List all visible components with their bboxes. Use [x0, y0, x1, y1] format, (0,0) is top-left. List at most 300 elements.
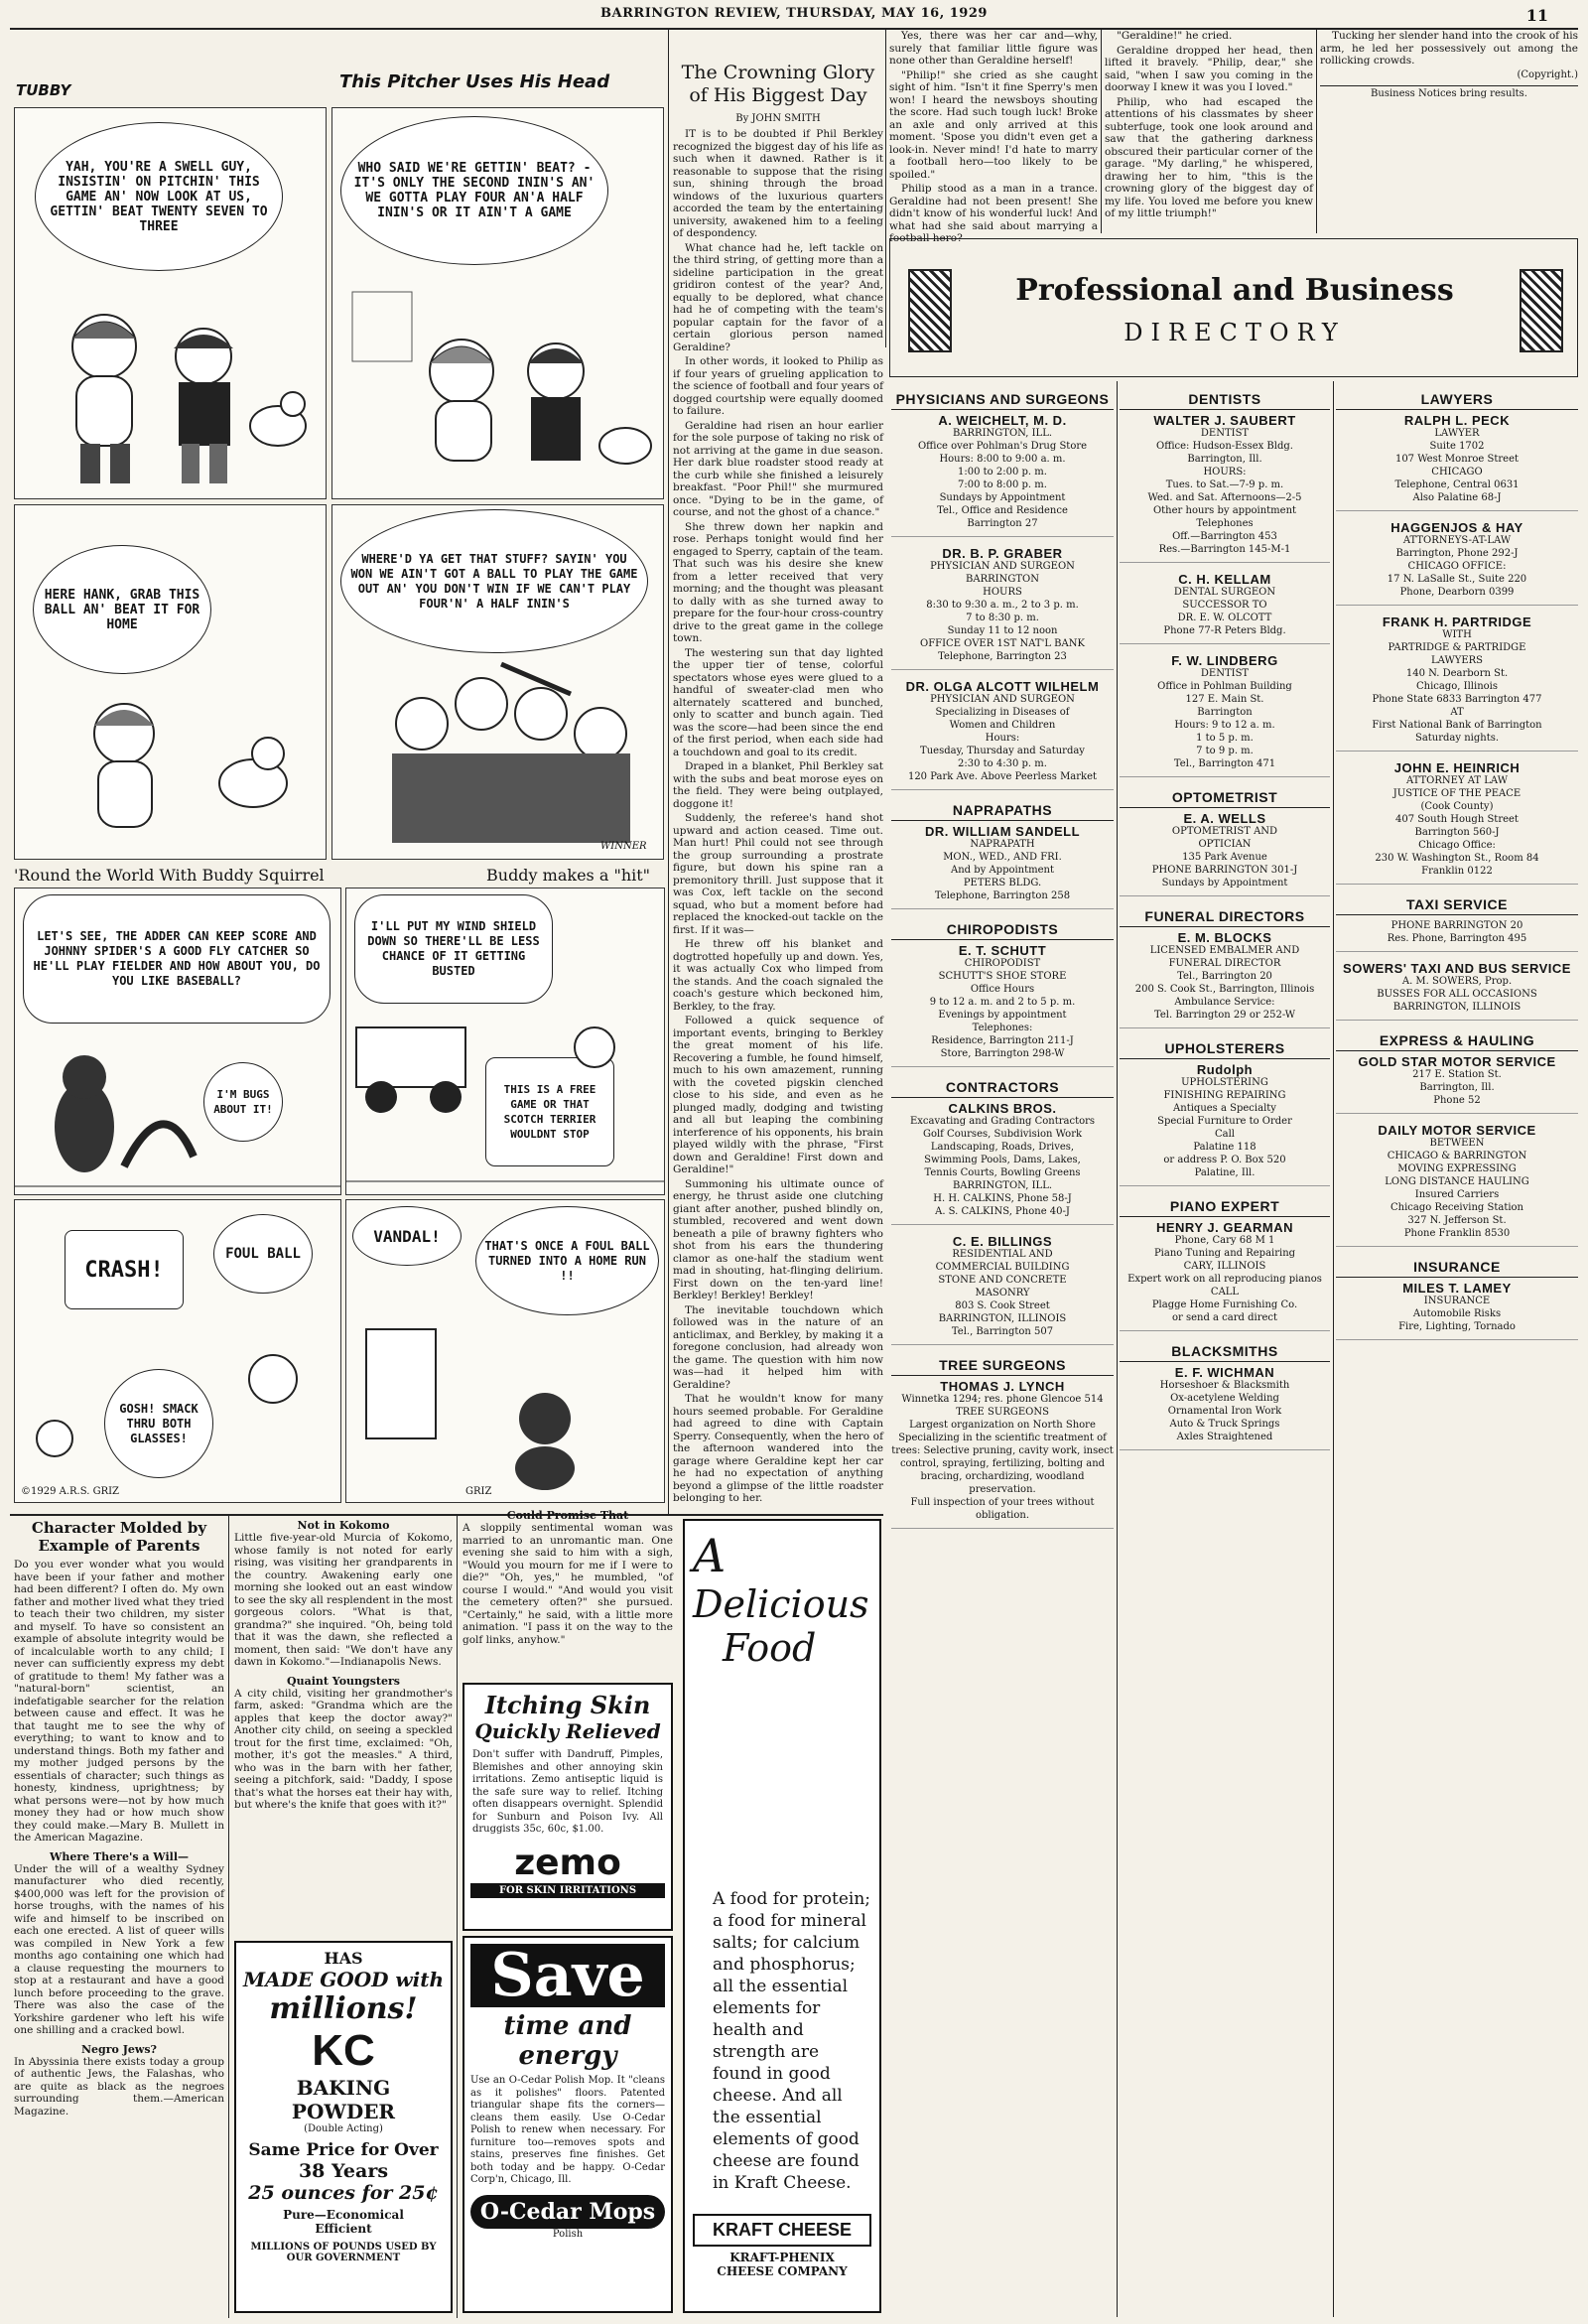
- directory-entry-line: DENTIST: [1200, 668, 1250, 679]
- directory-entry-line: 1:00 to 2:00 p. m.: [958, 467, 1047, 478]
- directory-entry-line: (Cook County): [1420, 801, 1494, 812]
- directory-entry-line: Telephone, Barrington 23: [938, 651, 1067, 662]
- directory-section-heading: PHYSICIANS AND SURGEONS: [891, 389, 1114, 410]
- directory-entry-name: DAILY MOTOR SERVICE: [1378, 1123, 1536, 1138]
- directory-entry-line: UPHOLSTERING: [1181, 1077, 1268, 1088]
- directory-title: Professional and Business: [1015, 273, 1454, 308]
- directory-entry: [1336, 521, 1578, 606]
- character-column: [14, 1519, 224, 2318]
- directory-entry-line: MASONRY: [975, 1288, 1030, 1299]
- squirrel-panel-4: [345, 1199, 665, 1503]
- directory-section-heading: TAXI SERVICE: [1336, 894, 1578, 915]
- kraft-body: A food for protein; a food for mineral salts; for calcium and phosphorus; all the essential elements for health and strength are found in good cheese. And all the essential elements of good cheese are found in Kraft Cheese.: [713, 1889, 871, 2193]
- directory-entry-line: BARRINGTON, ILLINOIS: [938, 1313, 1067, 1324]
- promise-column: [463, 1509, 673, 1678]
- directory-entry-line: H. H. CALKINS, Phone 58-J: [933, 1193, 1072, 1204]
- character-title: Character Molded by Example of Parents: [31, 1519, 207, 1555]
- directory-entry: [1120, 1221, 1330, 1331]
- squirrel-car: [346, 1008, 664, 1196]
- directory-entry-line: Telephones:: [972, 1023, 1033, 1033]
- directory-entry-name: WALTER J. SAUBERT: [1153, 413, 1296, 428]
- squirrel-figures: [15, 1027, 340, 1196]
- squirrel-figures: [15, 1339, 340, 1458]
- directory-entry-line: Hours: 9 to 12 a. m.: [1174, 720, 1275, 731]
- speech-bubble: CRASH!: [65, 1230, 184, 1309]
- directory-entry-line: Sunday 11 to 12 noon: [947, 625, 1058, 636]
- directory-entry-line: Hours: 8:00 to 9:00 a. m.: [939, 454, 1066, 465]
- tubby-figures: [332, 272, 663, 495]
- speech-bubble: THIS IS A FREE GAME OR THAT SCOTCH TERRIER WOULDNT STOP: [485, 1057, 614, 1166]
- directory-entry-line: Tel., Office and Residence: [937, 505, 1068, 516]
- directory-entry-line: Expert work on all reproducing pianos: [1127, 1274, 1322, 1285]
- tubby-panel-4: [331, 504, 664, 860]
- column-rule: [1101, 30, 1102, 233]
- tubby-name: TUBBY: [16, 81, 71, 99]
- directory-entry-line: Telephone, Central 0631: [1394, 479, 1520, 490]
- directory-entry-name: E. A. WELLS: [1183, 811, 1266, 826]
- directory-entry: [1120, 1063, 1330, 1186]
- speech-bubble: YAH, YOU'RE A SWELL GUY, INSISTIN' ON PITCHIN' THIS GAME AN' NOW LOOK AT US, GETTIN' BEAT TWENTY SEVEN TO THREE: [35, 122, 283, 271]
- masthead-title: BARRINGTON REVIEW, THURSDAY, MAY 16, 1929: [600, 6, 988, 21]
- section-rule: [10, 1514, 883, 1516]
- directory-entry-line: STONE AND CONCRETE: [938, 1275, 1067, 1286]
- quaint-text: A city child, visiting her grandmother's farm, asked: "Grandma which are the apples that keep the doctor away?" Another city child, on seeing a speckled trout for the first time, exclaimed: "Oh, mother, it's got the measles." A third, who was in the barn with her father, seeing a pitchfork, said: "Daddy, I spose that's what the horses eat their hay with, but where's the knife that goes with it?": [234, 1687, 453, 1811]
- masthead: [0, 0, 1588, 26]
- directory-entry-line: CHIROPODIST: [964, 958, 1041, 969]
- directory-entry-name: DR. B. P. GRABER: [942, 546, 1063, 561]
- directory-entry-line: BARRINGTON: [966, 574, 1039, 585]
- directory-entry-line: Saturday nights.: [1414, 733, 1500, 744]
- column-rule: [1333, 381, 1334, 2317]
- directory-entry-name: E. M. BLOCKS: [1177, 930, 1272, 945]
- zemo-headline: Itching Skin: [484, 1691, 651, 1719]
- column-rule: [885, 30, 886, 347]
- directory-entry-line: Tuesday, Thursday and Saturday: [920, 746, 1085, 756]
- directory-entry-line: PHONE BARRINGTON 301-J: [1151, 865, 1298, 876]
- directory-entry-line: JUSTICE OF THE PEACE: [1392, 788, 1522, 799]
- speech-bubble: WHO SAID WE'RE GETTIN' BEAT? - IT'S ONLY THE SECOND ININ'S AN' WE GOTTA PLAY FOUR AN'A HALF ININ'S OR IT AIN'T A GAME: [340, 116, 608, 265]
- will-text: Under the will of a wealthy Sydney manufacturer who died recently, $400,000 was left for the provision of horse troughs, with the names of his wife and himself to be inscribed on each one erected. A list of queer wills was compiled in New York a few months ago containing one which had a clause requesting the mourners to stop at a restaurant and have a good lunch before proceeding to the grave. There was also the case of the Yorkshire gardener who left his wife one shilling and a cracked bowl.: [14, 1862, 224, 2036]
- zemo-body: Don't suffer with Dandruff, Pimples, Blemishes and other annoying skin irritations. Zemo antiseptic liquid is the safe sure way to relief. Itching often disappears overnight. Splendid for Sunburn and Poison Ivy. All druggists 35c, 60c, $1.00.: [472, 1749, 663, 1835]
- directory-entry-line: First National Bank of Barrington: [1372, 720, 1542, 731]
- directory-entry-line: Res. Phone, Barrington 495: [1387, 933, 1527, 944]
- ornament-left: [908, 269, 952, 352]
- directory-section-heading: LAWYERS: [1336, 389, 1578, 410]
- directory-entry-line: Barrington, Phone 292-J: [1395, 548, 1519, 559]
- directory-entry-line: SCHUTT'S SHOE STORE: [938, 971, 1067, 982]
- squirrel-signature: GRIZ: [465, 1486, 492, 1497]
- directory-entry-line: RESIDENTIAL AND: [952, 1249, 1053, 1260]
- business-notice: Business Notices bring results.: [1320, 85, 1578, 101]
- directory-entry-line: Horseshoer & Blacksmith: [1159, 1380, 1290, 1391]
- directory-header: [889, 238, 1578, 377]
- directory-entry-line: ATTORNEY AT LAW: [1405, 775, 1509, 786]
- directory-entry-line: Residence, Barrington 211-J: [931, 1035, 1074, 1046]
- negro-title: Negro Jews?: [80, 2042, 158, 2056]
- speech-bubble: I'LL PUT MY WIND SHIELD DOWN SO THERE'LL BE LESS CHANCE OF IT GETTING BUSTED: [354, 894, 553, 1004]
- directory-entry-line: Swimming Pools, Dams, Lakes,: [924, 1155, 1081, 1165]
- directory-entry-line: Largest organization on North Shore: [909, 1420, 1096, 1431]
- ocedar-brand: O-Cedar Mops: [470, 2195, 665, 2229]
- zemo-tagline: FOR SKIN IRRITATIONS: [470, 1883, 665, 1898]
- quaint-title: Quaint Youngsters: [287, 1674, 400, 1688]
- kc-line: MADE GOOD with: [242, 1968, 445, 1991]
- directory-entry-name: MILES T. LAMEY: [1402, 1281, 1512, 1296]
- directory-entry-line: NAPRAPATH: [970, 839, 1035, 850]
- directory-entry-line: 407 South Hough Street: [1395, 814, 1519, 825]
- directory-entry-name: F. W. LINDBERG: [1171, 653, 1278, 668]
- directory-entry-line: WITH: [1442, 629, 1472, 640]
- directory-entry-line: 140 N. Dearborn St.: [1405, 668, 1509, 679]
- directory-entry-line: Ornamental Iron Work: [1167, 1406, 1282, 1417]
- directory-entry-line: 135 Park Avenue: [1182, 852, 1267, 863]
- directory-section-heading: FUNERAL DIRECTORS: [1120, 906, 1330, 927]
- ocedar-polish: Polish: [552, 2228, 584, 2240]
- directory-entry-line: Winnetka 1294; res. phone Glencoe 514: [901, 1394, 1104, 1405]
- kraft-headline: Delicious: [693, 1582, 869, 1626]
- story-title: The Crowning Glory of His Biggest Day: [681, 62, 875, 106]
- directory-entry: [891, 1102, 1114, 1225]
- directory-entry-name: A. WEICHELT, M. D.: [938, 413, 1067, 428]
- kokomo-column: [234, 1519, 453, 1936]
- zemo-subheadline: Quickly Relieved: [474, 1719, 661, 1743]
- kraft-logo: KRAFT CHEESE: [693, 2214, 871, 2247]
- directory-entry-line: 120 Park Ave. Above Peerless Market: [907, 771, 1098, 782]
- tubby-comic: [12, 64, 667, 863]
- directory-entry-line: INSURANCE: [1423, 1296, 1491, 1306]
- directory-entry-line: MOVING EXPRESSING: [1397, 1163, 1517, 1174]
- directory-entry-line: Phone, Cary 68 M 1: [1174, 1235, 1275, 1246]
- directory-entry-line: 9 to 12 a. m. and 2 to 5 p. m.: [929, 997, 1076, 1008]
- directory-entry-line: 7 to 9 p. m.: [1196, 746, 1254, 756]
- directory-entry-line: Tues. to Sat.—7-9 p. m.: [1165, 479, 1284, 490]
- directory-entry-line: Automobile Risks: [1412, 1308, 1502, 1319]
- negro-text: In Abyssinia there exists today a group of authentic Jews, the Falashas, who are quite as black as the negroes surrounding them.—American Magazine.: [14, 2055, 224, 2118]
- directory-entry: [891, 825, 1114, 909]
- directory-entry-line: Phone State 6833 Barrington 477: [1372, 694, 1542, 705]
- directory-entry-line: 8:30 to 9:30 a. m., 2 to 3 p. m.: [926, 600, 1079, 611]
- directory-entry-line: PHONE BARRINGTON 20: [1390, 920, 1523, 931]
- kc-price: Same Price for Over: [248, 2140, 439, 2160]
- directory-entry-name: DR. WILLIAM SANDELL: [924, 824, 1081, 839]
- story-column: [673, 62, 883, 1511]
- directory-section-heading: OPTOMETRIST: [1120, 787, 1330, 808]
- directory-section-heading: NAPRAPATHS: [891, 800, 1114, 821]
- directory-entry-line: 127 E. Main St.: [1185, 694, 1264, 705]
- directory-entry-line: Off.—Barrington 453: [1172, 531, 1277, 542]
- directory-entry-name: E. F. WICHMAN: [1174, 1365, 1275, 1380]
- directory-entry-name: JOHN E. HEINRICH: [1393, 760, 1521, 775]
- directory-entry-line: Phone 77-R Peters Bldg.: [1163, 625, 1286, 636]
- squirrel-panel-1: [14, 888, 341, 1195]
- story-copyright: (Copyright.): [1517, 68, 1578, 80]
- speech-bubble: WHERE'D YA GET THAT STUFF? SAYIN' YOU WON WE AIN'T GOT A BALL TO PLAY THE GAME OUT AN' YOU DON'T WIN IF WE CAN'T PLAY FOUR'N' A HALF ININ'S: [340, 509, 648, 653]
- kraft-company: CHEESE COMPANY: [717, 2264, 848, 2278]
- directory-entry-line: BARRINGTON, ILL.: [952, 1180, 1053, 1191]
- directory-entry-line: Barrington 560-J: [1414, 827, 1500, 838]
- directory-entry: [1120, 931, 1330, 1028]
- directory-entry-line: HOURS:: [1203, 467, 1247, 478]
- column-rule: [228, 1516, 229, 2318]
- directory-entry: [1120, 414, 1330, 563]
- directory-entry-line: AT: [1450, 707, 1464, 718]
- directory-entry-line: Phone 52: [1433, 1095, 1481, 1106]
- directory-entry-line: DENTIST: [1200, 428, 1250, 439]
- ocedar-headline: Save: [470, 1944, 665, 2007]
- directory-entry-name: E. T. SCHUTT: [958, 943, 1047, 958]
- directory-entry: [891, 944, 1114, 1067]
- directory-entry-line: Chicago Receiving Station: [1390, 1202, 1523, 1213]
- directory-entry: [1120, 812, 1330, 896]
- directory-entry-line: Palatine, Ill.: [1194, 1167, 1256, 1178]
- directory-entry-line: CALL: [1210, 1287, 1240, 1298]
- kc-baking-powder-ad: [234, 1941, 453, 2313]
- zemo-brand: zemo: [514, 1842, 621, 1883]
- directory-entry-line: Axles Straightened: [1176, 1432, 1273, 1442]
- kc-government: MILLIONS OF POUNDS USED BY OUR GOVERNMENT: [250, 2242, 437, 2263]
- zemo-ad: [463, 1683, 673, 1931]
- kraft-cheese-ad: [683, 1519, 881, 2313]
- directory-entry: [1336, 615, 1578, 752]
- directory-entry-line: HOURS: [983, 587, 1022, 598]
- directory-entry-line: Golf Courses, Subdivision Work: [922, 1129, 1083, 1140]
- directory-entry: [1336, 1055, 1578, 1114]
- directory-entry-line: 230 W. Washington St., Room 84: [1375, 853, 1539, 864]
- directory-entry: [1120, 654, 1330, 777]
- directory-entry-name: HENRY J. GEARMAN: [1155, 1220, 1294, 1235]
- column-rule: [1316, 30, 1317, 233]
- directory-entry-line: PETERS BLDG.: [963, 878, 1042, 889]
- directory-entry-name: THOMAS J. LYNCH: [940, 1379, 1065, 1394]
- squirrel-panel-3: [14, 1199, 341, 1503]
- directory-entry-line: LICENSED EMBALMER AND: [1149, 945, 1300, 956]
- directory-section-heading: BLACKSMITHS: [1120, 1341, 1330, 1362]
- directory-entry-line: BETWEEN: [1429, 1138, 1485, 1149]
- directory-entry-line: A. M. SOWERS, Prop.: [1401, 976, 1513, 987]
- ocedar-body: Use an O-Cedar Polish Mop. It "cleans as it polishes" floors. Patented triangular shape fits the corners—cleans them easily. Use O-Cedar Polish to renew when necessary. For furniture too—removes spots and stains, preserves fine finishes. Get both today and be happy. O-Cedar Corp'n, Chicago, Ill.: [470, 2075, 665, 2185]
- directory-entry-line: ATTORNEYS-AT-LAW: [1402, 535, 1512, 546]
- directory-entry-line: Phone Franklin 8530: [1403, 1228, 1511, 1239]
- directory-section-heading: CONTRACTORS: [891, 1077, 1114, 1098]
- directory-entry-line: CARY, ILLINOIS: [1183, 1261, 1266, 1272]
- kc-eff: Efficient: [315, 2222, 372, 2236]
- tubby-panel-3: [14, 504, 327, 860]
- directory-entry-line: BUSSES FOR ALL OCCASIONS: [1377, 989, 1537, 1000]
- directory-entry-line: FUNERAL DIRECTOR: [1168, 958, 1281, 969]
- directory-entry-line: OPTICIAN: [1198, 839, 1252, 850]
- directory-section-heading: DENTISTS: [1120, 389, 1330, 410]
- tubby-panel-1: [14, 107, 327, 499]
- story-continued-3: Tucking her slender hand into the crook of his arm, he led her possessively out among the rollicking crowds. (Copyright.) Business Notices bring results.: [1320, 30, 1578, 99]
- directory-column-lawyers: [1336, 383, 1578, 2314]
- directory-entry-line: BARRINGTON, ILL.: [952, 428, 1053, 439]
- directory-entry-line: Sundays by Appointment: [939, 492, 1066, 503]
- directory-entry-line: SUCCESSOR TO: [1182, 600, 1267, 611]
- will-title: Where There's a Will—: [50, 1849, 189, 1863]
- tubby-signature: WINNER: [600, 841, 647, 852]
- directory-entry-name: C. H. KELLAM: [1178, 572, 1271, 587]
- speech-bubble: THAT'S ONCE A FOUL BALL TURNED INTO A HOME RUN !!: [475, 1206, 659, 1315]
- kc-sub: (Double Acting): [304, 2123, 383, 2134]
- directory-entry-line: LAWYERS: [1430, 655, 1484, 666]
- directory-entry-line: Suite 1702: [1429, 441, 1485, 452]
- directory-section-heading: PIANO EXPERT: [1120, 1196, 1330, 1217]
- kokomo-title: Not in Kokomo: [297, 1519, 390, 1532]
- directory-entry-line: Office Hours: [970, 984, 1035, 995]
- directory-entry-name: DR. OLGA ALCOTT WILHELM: [905, 679, 1100, 694]
- squirrel-subtitle: Buddy makes a "hit": [486, 866, 651, 885]
- column-rule: [457, 1516, 458, 2318]
- directory-entry-name: HAGGENJOS & HAY: [1390, 520, 1523, 535]
- kc-price: 25 ounces for 25¢: [248, 2182, 439, 2204]
- directory-entry-line: MON., WED., AND FRI.: [943, 852, 1062, 863]
- directory-entry-line: Telephone, Barrington 258: [934, 890, 1071, 901]
- directory-entry-line: CHICAGO OFFICE:: [1407, 561, 1507, 572]
- directory-entry-line: Plagge Home Furnishing Co.: [1151, 1299, 1298, 1310]
- directory-entry-line: Tel., Barrington 471: [1173, 758, 1276, 769]
- directory-entry-line: 200 S. Cook St., Barrington, Illinois: [1134, 984, 1315, 995]
- directory-entry-line: Franklin 0122: [1421, 866, 1493, 877]
- directory-entry-line: OFFICE OVER 1ST NAT'L BANK: [920, 638, 1085, 649]
- ocedar-sub: time and energy: [503, 2011, 632, 2071]
- directory-entry-line: Telephones: [1196, 518, 1254, 529]
- story-body: IT is to be doubted if Phil Berkley recognized the biggest day of his life as such when it dawned. Rather is it reasonable to suppose that the rising sun, shining through the broad windows of the luxurious quarters accorded the team by the entertaining university, awakened him to a feeling of despondency. What chance had he, left tackle on the third string, of getting more than a sideline participation in the great gridiron contest of the year? And, equally to be deplored, what chance had he of competing with the team's popular captain for the favor of a certain glorious person named Geraldine? In other words, it looked to Philip as if four years of grueling application to the science of football and four years of dogged courtship were equally doomed to failure. Geraldine had risen an hour earlier for the sole purpose of taking no risk of not arriving at the game in due season. Her dark blue roadster stood ready at the curb while she finished a leisurely breakfast. "Poor Phil!" she murmured once. "Dying to be in the game, of course, and not the ghost of a chance." She threw down her napkin and rose. Perhaps tonight would find her engaged to Sperry, captain of the team. That such was his desire she knew from a letter received that very morning; and the thought was pleasant to dally with as she turned away to prepare for the four-hour cross-country drive to the great game in the college town. The westering sun that day lighted the upper tier of tense, colorful spectators whose eyes were glued to a handful of sweater-clad men who alternately scattered and bunched, only to scatter and bunch again. Tied was the score—had been since the end of the first period, when each side had a touchdown and goal to its credit. Draped in a blanket, Phil Berkley sat with the subs and beat morose eyes on the field. They were being outplayed, doggone it! Suddenly, the referee's hand shot upward and action ceased. Time out. Man hurt! Phil could not see through the group surrounding a prostrate figure, but down his spine ran a premonitory thrill. Just suppose that it was Cox, left tackle on the second squad, who but a moment before had replaced the knocked-out tackle on the first. If it was— He threw off his blanket and dogtrotted hopefully up and down. Yes, it was actually Cox who limped from the stands. And the coach signaled the coach's gesture which beckoned him, Berkley, to the fray. Followed a quick sequence of important events, bringing to Berkley the great moment of his life. Recovering a fumble, he found himself, much to his own amazement, running with the coveted pigskin clenched close to his side, and even as he plunged madly, dodging and twisting and all but leaping the combining interference of his opponents, his brain played wildly with the phrase, "First down and Geraldine! First down and Geraldine!" Summoning his ultimate ounce of energy, he thrust aside one clutching giant after another, pushed blindly on, stumbled, recovered and went down beneath a pile of brawny fighters who shot from his ears the thundering clamor as one-half the stadium went mad in shouting, hat-flinging delirium. First down on the ten-yard line! Berkley! Berkley! Berkley! The inevitable touchdown which followed was in the nature of an anticlimax, and Berkley, by making it a foregone conclusion, had already won the game. The question with him now was—had it helped him with Geraldine? That he wouldn't know for many hours seemed probable. For Geraldine had agreed to dine with Captain Sperry. Consequently, when the hero of the afternoon wandered into the garage where Geraldine kept her car he had no expectation of anything beyond a glimpse of the little roadster belonging to her.: [673, 128, 883, 1504]
- ornament-right: [1520, 269, 1563, 352]
- squirrel-title: 'Round the World With Buddy Squirrel: [14, 866, 325, 885]
- directory-entry-line: or send a card direct: [1171, 1312, 1278, 1323]
- directory-section-heading: CHIROPODISTS: [891, 919, 1114, 940]
- kraft-headline: A: [693, 1529, 727, 1582]
- promise-text: A sloppily sentimental woman was married to an unromantic man. One evening she said to him with a sigh, "Would you mourn for me if I were to die?" "Oh, yes," he mumbled, "of course I would." "And would you visit the cemetery often?" she pursued. "Certainly," he said, with a little more animation. "I pass it on the way to the golf links, anyhow.": [463, 1522, 673, 1646]
- kc-logo: KC: [312, 2026, 375, 2075]
- directory-entry: [1336, 414, 1578, 511]
- speech-bubble: I'M BUGS ABOUT IT!: [203, 1062, 283, 1142]
- directory-entry-line: 7:00 to 8:00 p. m.: [958, 479, 1047, 490]
- column-rule: [668, 30, 669, 1514]
- directory-entry-line: Specializing in the scientific treatment of trees: Selective pruning, cavity work, insect control, spraying, fertilizing, bolting and bracing, orchardizing, woodland preservation.: [891, 1433, 1114, 1495]
- directory-entry-line: FINISHING REPAIRING: [1163, 1090, 1286, 1101]
- directory-entry-line: Chicago Office:: [1418, 840, 1496, 851]
- directory-entry-line: Barrington, Ill.: [1187, 454, 1262, 465]
- column-rule: [1117, 381, 1118, 2317]
- story-continued-2: "Geraldine!" he cried. Geraldine dropped her head, then lifted it bravely. "Philip, dear," she said, "when I saw you coming in the doorway I knew it was you I loved." Philip, who had escaped the attentions of his classmates by sheer subterfuge, took one look around and saw that the gathering darkness obscured their particular corner of the garage. "My darling," he whispered, drawing her to him, "this is the crowning glory of the biggest day of my life. You loved me before you knew of my little triumph!": [1105, 30, 1313, 219]
- speech-bubble: GOSH! SMACK THRU BOTH GLASSES!: [104, 1369, 213, 1478]
- directory-entry-line: Tennis Courts, Bowling Greens: [924, 1167, 1081, 1178]
- directory-entry-line: Ambulance Service:: [1174, 997, 1275, 1008]
- directory-entry-line: Tel., Barrington 20: [1177, 971, 1272, 982]
- directory-entry-line: Res.—Barrington 145-M-1: [1158, 544, 1291, 555]
- directory-entry-line: Phone, Dearborn 0399: [1399, 587, 1515, 598]
- directory-entry-line: Sundays by Appointment: [1161, 878, 1288, 889]
- directory-entry-line: DENTAL SURGEON: [1173, 587, 1276, 598]
- directory-entry: [891, 680, 1114, 790]
- directory-entry-line: Ox-acetylene Welding: [1170, 1393, 1279, 1404]
- directory-entry-line: Office over Pohlman's Drug Store: [917, 441, 1088, 452]
- directory-entry-line: Office in Pohlman Building: [1157, 681, 1292, 692]
- directory-entry: [1336, 962, 1578, 1021]
- tubby-title: This Pitcher Uses His Head: [339, 71, 610, 92]
- tubby-crowd: [332, 654, 663, 853]
- directory-entry-name: C. E. BILLINGS: [952, 1234, 1053, 1249]
- directory-entry-line: Fire, Lighting, Tornado: [1398, 1321, 1516, 1332]
- kraft-headline: Food: [723, 1626, 817, 1670]
- directory-entry-line: Also Palatine 68-J: [1412, 492, 1502, 503]
- directory-entry-line: Wed. and Sat. Afternoons—2-5: [1147, 492, 1302, 503]
- directory-entry-line: 7 to 8:30 p. m.: [966, 613, 1039, 623]
- directory-entry-line: Women and Children: [949, 720, 1056, 731]
- directory-entry-line: Antiques a Specialty: [1173, 1103, 1276, 1114]
- directory-entry-line: OPTOMETRIST AND: [1171, 826, 1278, 837]
- directory-entry-line: Auto & Truck Springs: [1169, 1419, 1280, 1430]
- directory-section-heading: TREE SURGEONS: [891, 1355, 1114, 1376]
- directory-entry-line: or address P. O. Box 520: [1163, 1155, 1286, 1165]
- directory-entry-line: Excavating and Grading Contractors: [909, 1116, 1096, 1127]
- directory-entry-line: Barrington, Ill.: [1419, 1082, 1495, 1093]
- directory-entry: [1120, 1366, 1330, 1450]
- story-byline: By JOHN SMITH: [735, 113, 821, 124]
- directory-entry: [1336, 1282, 1578, 1340]
- directory-entry-line: Barrington: [1197, 707, 1253, 718]
- directory-entry-line: Other hours by appointment: [1152, 505, 1297, 516]
- directory-entry-line: Piano Tuning and Repairing: [1153, 1248, 1296, 1259]
- kc-line: HAS: [324, 1949, 363, 1968]
- directory-entry-line: Store, Barrington 298-W: [940, 1048, 1065, 1059]
- directory-entry-line: Office: Hudson-Essex Bldg.: [1156, 441, 1293, 452]
- squirrel-copyright: ©1929 A.R.S. GRIZ: [21, 1486, 120, 1497]
- directory-entry-line: Specializing in Diseases of: [935, 707, 1070, 718]
- directory-entry: [1336, 1124, 1578, 1247]
- squirrel-figures: [346, 1319, 664, 1498]
- tubby-figures: [15, 277, 326, 495]
- directory-entry-line: Hours:: [985, 733, 1020, 744]
- directory-entry-line: 327 N. Jefferson St.: [1407, 1215, 1507, 1226]
- directory-section-heading: UPHOLSTERERS: [1120, 1038, 1330, 1059]
- ocedar-ad: [463, 1936, 673, 2313]
- directory-subtitle: DIRECTORY: [1124, 319, 1346, 346]
- directory-entry-line: Tel. Barrington 29 or 252-W: [1153, 1010, 1296, 1021]
- directory-entry-line: 803 S. Cook Street: [955, 1300, 1050, 1311]
- story-continued-1: Yes, there was her car and—why, surely that familiar little figure was none other than Geraldine herself! "Philip!" she cried as she caught sight of him. "Isn't it fine Sperry's men won! I heard the newsboys shouting the score. Had such tough luck! Broke an axle and only arrived at this moment. 'Spose you didn't even get a look-in. Never mind! I'd hate to marry a football hero—too likely to be spoiled." Philip stood as a man in a trance. Geraldine had not been present! She didn't know of his wonderful luck! And what had she said about marrying a football hero?: [889, 30, 1098, 244]
- directory-entry: [1120, 573, 1330, 644]
- squirrel-comic: [12, 864, 667, 1509]
- directory-entry: [891, 1235, 1114, 1345]
- directory-entry-line: Tel., Barrington 507: [951, 1326, 1054, 1337]
- directory-entry-name: GOLD STAR MOTOR SERVICE: [1358, 1054, 1556, 1069]
- directory-entry-line: LAWYER: [1434, 428, 1480, 439]
- directory-entry-line: 107 West Monroe Street: [1394, 454, 1520, 465]
- directory-entry: [1336, 761, 1578, 885]
- directory-entry-line: 2:30 to 4:30 p. m.: [958, 758, 1047, 769]
- directory-entry-line: TREE SURGEONS: [956, 1407, 1049, 1418]
- directory-entry-line: Insured Carriers: [1414, 1189, 1500, 1200]
- directory-entry-line: CHICAGO: [1431, 467, 1483, 478]
- directory-entry-name: Rudolph: [1196, 1062, 1254, 1077]
- speech-bubble: HERE HANK, GRAB THIS BALL AN' BEAT IT FOR HOME: [33, 545, 211, 674]
- directory-entry-name: CALKINS BROS.: [948, 1101, 1057, 1116]
- directory-entry-line: Full inspection of your trees without obligation.: [910, 1497, 1095, 1521]
- kc-product: BAKING POWDER: [291, 2076, 396, 2123]
- directory-entry-line: A. S. CALKINS, Phone 40-J: [935, 1206, 1070, 1217]
- directory-entry-line: PARTRIDGE & PARTRIDGE: [1388, 642, 1526, 653]
- directory-entry-line: Chicago, Illinois: [1416, 681, 1498, 692]
- directory-entry: [1336, 919, 1578, 952]
- squirrel-panel-2: [345, 888, 665, 1195]
- kraft-company: KRAFT-PHENIX: [729, 2251, 835, 2264]
- tubby-panel-2: [331, 107, 664, 499]
- kc-pure: Pure—Economical: [283, 2208, 404, 2222]
- directory-entry-line: COMMERCIAL BUILDING: [935, 1262, 1070, 1273]
- directory-section-heading: EXPRESS & HAULING: [1336, 1030, 1578, 1051]
